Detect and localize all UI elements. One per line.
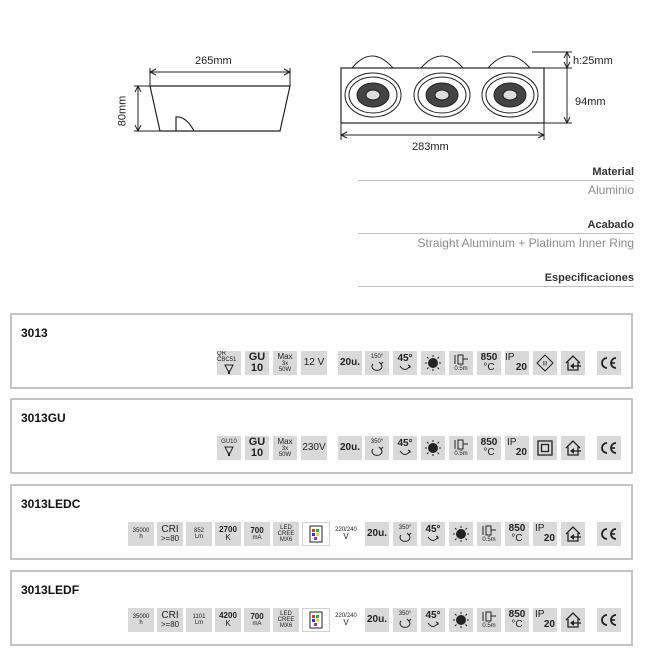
- led-brand: CREE: [277, 617, 295, 623]
- clearance-value: 0.5m: [454, 366, 468, 372]
- tilt-arrow-icon: [398, 449, 412, 457]
- led-model: MX6: [279, 623, 293, 629]
- led-color-icon: [308, 525, 324, 543]
- ip-label: IP: [505, 352, 515, 363]
- ip-value: 20: [515, 362, 527, 373]
- kelvin-unit: K: [225, 533, 231, 542]
- kelvin-value: 4200: [219, 611, 237, 620]
- tilt-badge: [421, 608, 445, 632]
- kelvin-value: 2700: [219, 525, 237, 534]
- indoor-badge: [561, 608, 585, 632]
- max-watt: 50W: [278, 452, 292, 458]
- insulation-badge: [449, 522, 473, 546]
- max-power-badge: [273, 436, 297, 460]
- max-label: Max: [277, 352, 293, 361]
- clearance-badge: [449, 351, 473, 375]
- lumens-badge: [186, 522, 212, 546]
- cri-badge: [157, 522, 183, 546]
- max-label: Max: [277, 437, 293, 446]
- temperature-badge: [477, 351, 501, 375]
- pack-value: 20u.: [339, 357, 360, 368]
- indoor-badge: [561, 522, 585, 546]
- socket-number: 10: [250, 447, 264, 459]
- led-label: LED: [280, 611, 292, 617]
- product-card-3013ledc: [10, 484, 633, 560]
- class-iii-badge: [533, 351, 557, 375]
- rotation-arrow-icon: [370, 445, 384, 457]
- ce-badge: [597, 436, 621, 460]
- insulation-pad-icon: [452, 611, 470, 629]
- indoor-house-icon: [564, 611, 582, 629]
- material-value: Aluminio: [587, 183, 634, 197]
- rotation-value: 350°: [398, 611, 412, 617]
- max-count: 3x: [281, 446, 289, 452]
- lamp-type-label: GU10: [221, 439, 237, 445]
- pack-badge: [365, 522, 389, 546]
- lamp-bulb-icon: [223, 363, 235, 375]
- indoor-house-icon: [564, 439, 582, 457]
- lifetime-unit: h: [139, 620, 143, 626]
- cri-badge: [157, 608, 183, 632]
- voltage-unit: V: [343, 532, 349, 541]
- side-width-label: 265mm: [195, 55, 232, 67]
- dimension-drawing: [0, 0, 648, 165]
- current-value: 700: [250, 526, 264, 535]
- insulation-pad-icon: [424, 439, 442, 457]
- clearance-distance-icon: [453, 439, 469, 451]
- lifetime-badge: [128, 522, 154, 546]
- lumens-unit: Lm: [194, 534, 204, 540]
- lifetime-unit: h: [139, 534, 143, 540]
- indoor-house-icon: [564, 354, 582, 372]
- clearance-badge: [449, 436, 473, 460]
- rotation-badge: [393, 522, 417, 546]
- rotation-value: 150°: [370, 354, 384, 360]
- lumens-value: 1101: [192, 614, 206, 620]
- ip-label: IP: [535, 609, 545, 620]
- led-badge: [273, 522, 299, 546]
- double-insulation-icon: [536, 439, 554, 457]
- tilt-value: 45°: [425, 524, 441, 535]
- lamp-type-label: QR CBC51: [217, 351, 237, 363]
- clearance-value: 0.5m: [482, 537, 496, 543]
- led-color-badge: [302, 522, 330, 546]
- clearance-badge: [477, 522, 501, 546]
- voltage-value: 12 V: [303, 357, 325, 368]
- class-iii-icon: [535, 353, 555, 373]
- ip-badge: [505, 351, 529, 375]
- lamp-type-badge: [217, 436, 241, 460]
- current-unit: mA: [252, 535, 262, 541]
- lamp-bulb-icon: [223, 445, 235, 457]
- kelvin-unit: K: [225, 619, 231, 628]
- pack-value: 20u.: [366, 528, 387, 539]
- temperature-unit: °C: [511, 619, 523, 630]
- socket-type: GU: [248, 436, 266, 448]
- lumens-unit: Lm: [194, 620, 204, 626]
- tilt-value: 45°: [397, 353, 413, 364]
- tilt-arrow-icon: [426, 535, 440, 543]
- finish-title: Acabado: [587, 219, 634, 231]
- insulation-pad-icon: [452, 525, 470, 543]
- led-voltage-badge: [332, 608, 360, 632]
- clearance-distance-icon: [453, 354, 469, 366]
- rotation-arrow-icon: [398, 531, 412, 543]
- product-name: 3013LEDC: [21, 497, 81, 511]
- rotation-value: 350°: [370, 439, 384, 445]
- lamp-type-badge: [217, 351, 241, 375]
- clearance-distance-icon: [481, 525, 497, 537]
- cri-label: CRI: [161, 610, 179, 621]
- cri-label: CRI: [161, 524, 179, 535]
- temperature-unit: °C: [483, 447, 495, 458]
- lumens-value: 852: [193, 528, 204, 534]
- pack-badge: [365, 608, 389, 632]
- rotation-badge: [365, 436, 389, 460]
- led-model: MX6: [279, 537, 293, 543]
- led-brand: CREE: [277, 531, 295, 537]
- temperature-value: 850: [508, 609, 526, 620]
- front-view-drawing: [341, 52, 572, 140]
- ce-mark-icon: [599, 613, 619, 627]
- ce-badge: [597, 522, 621, 546]
- tilt-badge: [421, 522, 445, 546]
- voltage-value: 230V: [302, 442, 326, 453]
- icon-row: [12, 522, 631, 548]
- tilt-arrow-icon: [398, 364, 412, 372]
- product-name: 3013: [21, 326, 48, 340]
- lifetime-value: 35000: [132, 614, 150, 620]
- specifications-title: Especificaciones: [544, 272, 634, 284]
- pack-value: 20u.: [366, 614, 387, 625]
- pack-badge: [338, 436, 362, 460]
- current-badge: [244, 522, 270, 546]
- ce-badge: [597, 608, 621, 632]
- indoor-badge: [561, 436, 585, 460]
- side-view-drawing: [134, 68, 290, 131]
- socket-badge: [245, 436, 269, 460]
- side-height-label: 80mm: [116, 95, 129, 127]
- cri-value: >=80: [160, 620, 180, 629]
- ip-value: 20: [515, 447, 527, 458]
- rotation-value: 350°: [398, 525, 412, 531]
- specifications-section: [358, 272, 634, 287]
- tilt-badge: [393, 351, 417, 375]
- lifetime-badge: [128, 608, 154, 632]
- temperature-value: 850: [480, 437, 498, 448]
- tilt-value: 45°: [397, 438, 413, 449]
- product-name: 3013GU: [21, 411, 66, 425]
- cri-value: >=80: [160, 534, 180, 543]
- led-color-badge: [302, 608, 330, 632]
- rotation-badge: [393, 608, 417, 632]
- clearance-value: 0.5m: [454, 451, 468, 457]
- icon-row: [12, 351, 631, 377]
- current-unit: mA: [252, 621, 262, 627]
- insulation-badge: [421, 436, 445, 460]
- tilt-badge: [393, 436, 417, 460]
- ce-badge: [597, 351, 621, 375]
- ip-label: IP: [507, 437, 517, 448]
- lifetime-value: 35000: [132, 528, 150, 534]
- material-section: [358, 166, 634, 197]
- kelvin-badge: [215, 522, 241, 546]
- icon-row: [12, 608, 631, 634]
- rotation-arrow-icon: [370, 360, 384, 372]
- temperature-badge: [505, 522, 529, 546]
- pack-value: 20u.: [339, 442, 360, 453]
- socket-badge: [245, 351, 269, 375]
- clearance-badge: [477, 608, 501, 632]
- pack-badge: [338, 351, 362, 375]
- led-label: LED: [280, 525, 292, 531]
- insulation-badge: [449, 608, 473, 632]
- front-recess-label: h:25mm: [573, 55, 613, 67]
- indoor-house-icon: [564, 525, 582, 543]
- voltage-unit: V: [343, 618, 349, 627]
- icon-row: [12, 436, 631, 462]
- ip-badge: [533, 522, 557, 546]
- ip-label: IP: [535, 523, 545, 534]
- lumens-badge: [186, 608, 212, 632]
- temperature-unit: °C: [511, 533, 523, 544]
- current-badge: [244, 608, 270, 632]
- led-badge: [273, 608, 299, 632]
- divider: [358, 286, 634, 287]
- led-voltage-badge: [332, 522, 360, 546]
- product-card-3013ledf: [10, 570, 633, 646]
- technical-drawings: [0, 0, 648, 165]
- current-value: 700: [250, 612, 264, 621]
- temperature-value: 850: [508, 523, 526, 534]
- voltage-badge: [301, 351, 327, 375]
- rotation-arrow-icon: [398, 617, 412, 629]
- led-color-icon: [308, 611, 324, 629]
- insulation-badge: [421, 351, 445, 375]
- rotation-badge: [365, 351, 389, 375]
- ip-value: 20: [543, 533, 555, 544]
- insulation-pad-icon: [424, 354, 442, 372]
- ce-mark-icon: [599, 356, 619, 370]
- double-insulation-badge: [533, 436, 557, 460]
- kelvin-badge: [215, 608, 241, 632]
- temperature-value: 850: [480, 352, 498, 363]
- max-power-badge: [273, 351, 297, 375]
- temperature-badge: [505, 608, 529, 632]
- product-name: 3013LEDF: [21, 583, 80, 597]
- ip-badge: [533, 608, 557, 632]
- ce-mark-icon: [599, 441, 619, 455]
- max-watt: 50W: [278, 367, 292, 373]
- ip-value: 20: [543, 619, 555, 630]
- finish-value: Straight Aluminum + Platinum Inner Ring: [417, 236, 634, 250]
- tilt-arrow-icon: [426, 621, 440, 629]
- ce-mark-icon: [599, 527, 619, 541]
- front-width-label: 283mm: [412, 141, 449, 153]
- voltage-badge: [301, 436, 327, 460]
- temperature-unit: °C: [483, 362, 495, 373]
- ip-badge: [505, 436, 529, 460]
- max-count: 3x: [281, 361, 289, 367]
- material-title: Material: [592, 166, 634, 178]
- tilt-value: 45°: [425, 610, 441, 621]
- indoor-badge: [561, 351, 585, 375]
- socket-type: GU: [248, 351, 266, 363]
- class-iii-text: III: [542, 361, 548, 368]
- socket-number: 10: [250, 362, 264, 374]
- front-height-label: 94mm: [575, 96, 606, 108]
- voltage-value: 220/240: [335, 527, 357, 533]
- finish-section: [358, 219, 634, 250]
- clearance-distance-icon: [481, 611, 497, 623]
- product-card-3013: [10, 313, 633, 389]
- temperature-badge: [477, 436, 501, 460]
- voltage-value: 220/240: [335, 613, 357, 619]
- clearance-value: 0.5m: [482, 623, 496, 629]
- product-card-3013gu: [10, 398, 633, 474]
